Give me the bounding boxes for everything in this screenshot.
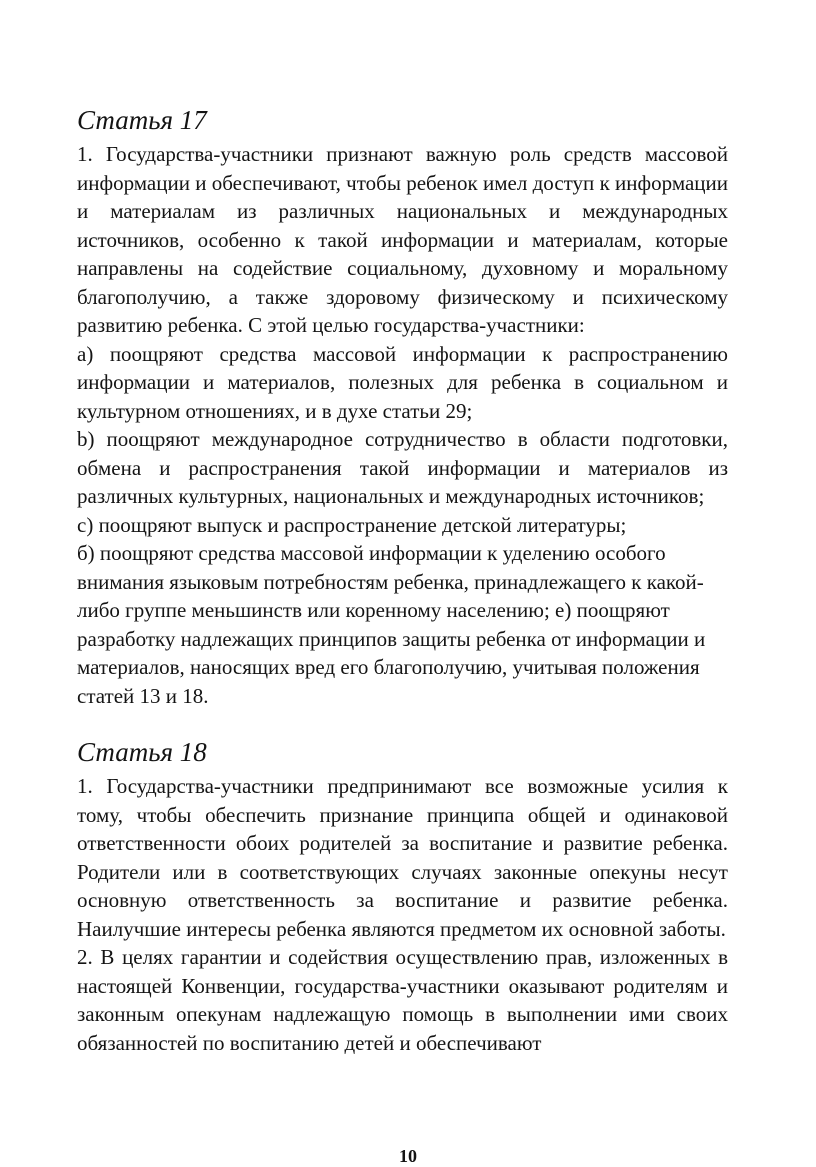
article-17-item-c: c) поощряют выпуск и распространение детской литературы; <box>77 512 627 537</box>
article-17-item-a: a) поощряют средства массовой информации к распространению информации и материалов, полезных для ребенка в социальном и культурном отношениях, и в духе статьи 29; <box>77 341 728 423</box>
article-17-item-d-e: б) поощряют средства массовой информации к уделению особого внимания языковым потребностям ребенка, принадлежащего к какой-либо группе меньшинств или коренному населению; е) поощряют разработку надлежащих принципов защиты ребенка от информации и материалов, наносящих вред его благополучию, учитывая положения статей 13 и 18. <box>77 541 706 708</box>
article-17-item-b: b) поощряют международное сотрудничество в области подготовки, обмена и распространения такой информации и материалов из различных культурных, национальных и международных источников; <box>77 427 728 508</box>
article-17-paragraph-1: 1. Государства-участники признают важную роль средств массовой информации и обеспечивают, чтобы ребенок имел доступ к информации и материалам из различных национальных и международных источников, особенно к такой информации и материалам, которые направлены на содействие социальному, духовному и моральному благополучию, а также здоровому физическому и психическому развитию ребенка. С этой целью государства-участники: <box>77 142 728 337</box>
article-17-title: Статья 17 <box>77 105 207 135</box>
article-18-title: Статья 18 <box>77 737 207 767</box>
page-content <box>77 104 728 1057</box>
article-18-paragraph-2: 2. В целях гарантии и содействия осуществлению прав, изложенных в настоящей Конвенции, государства-участники оказывают родителям и законным опекунам надлежащую помощь в выполнении ими своих обязанностей по воспитанию детей и обеспечивают <box>77 945 728 1055</box>
page-number: 10 <box>399 1146 417 1166</box>
article-18-paragraph-1: 1. Государства-участники предпринимают все возможные усилия к тому, чтобы обеспечить признание принципа общей и одинаковой ответственности обоих родителей за воспитание и развитие ребенка. Родители или в соответствующих случаях законные опекуны несут основную ответственность за воспитание и развитие ребенка. Наилучшие интересы ребенка являются предметом их основной заботы. <box>77 774 728 941</box>
